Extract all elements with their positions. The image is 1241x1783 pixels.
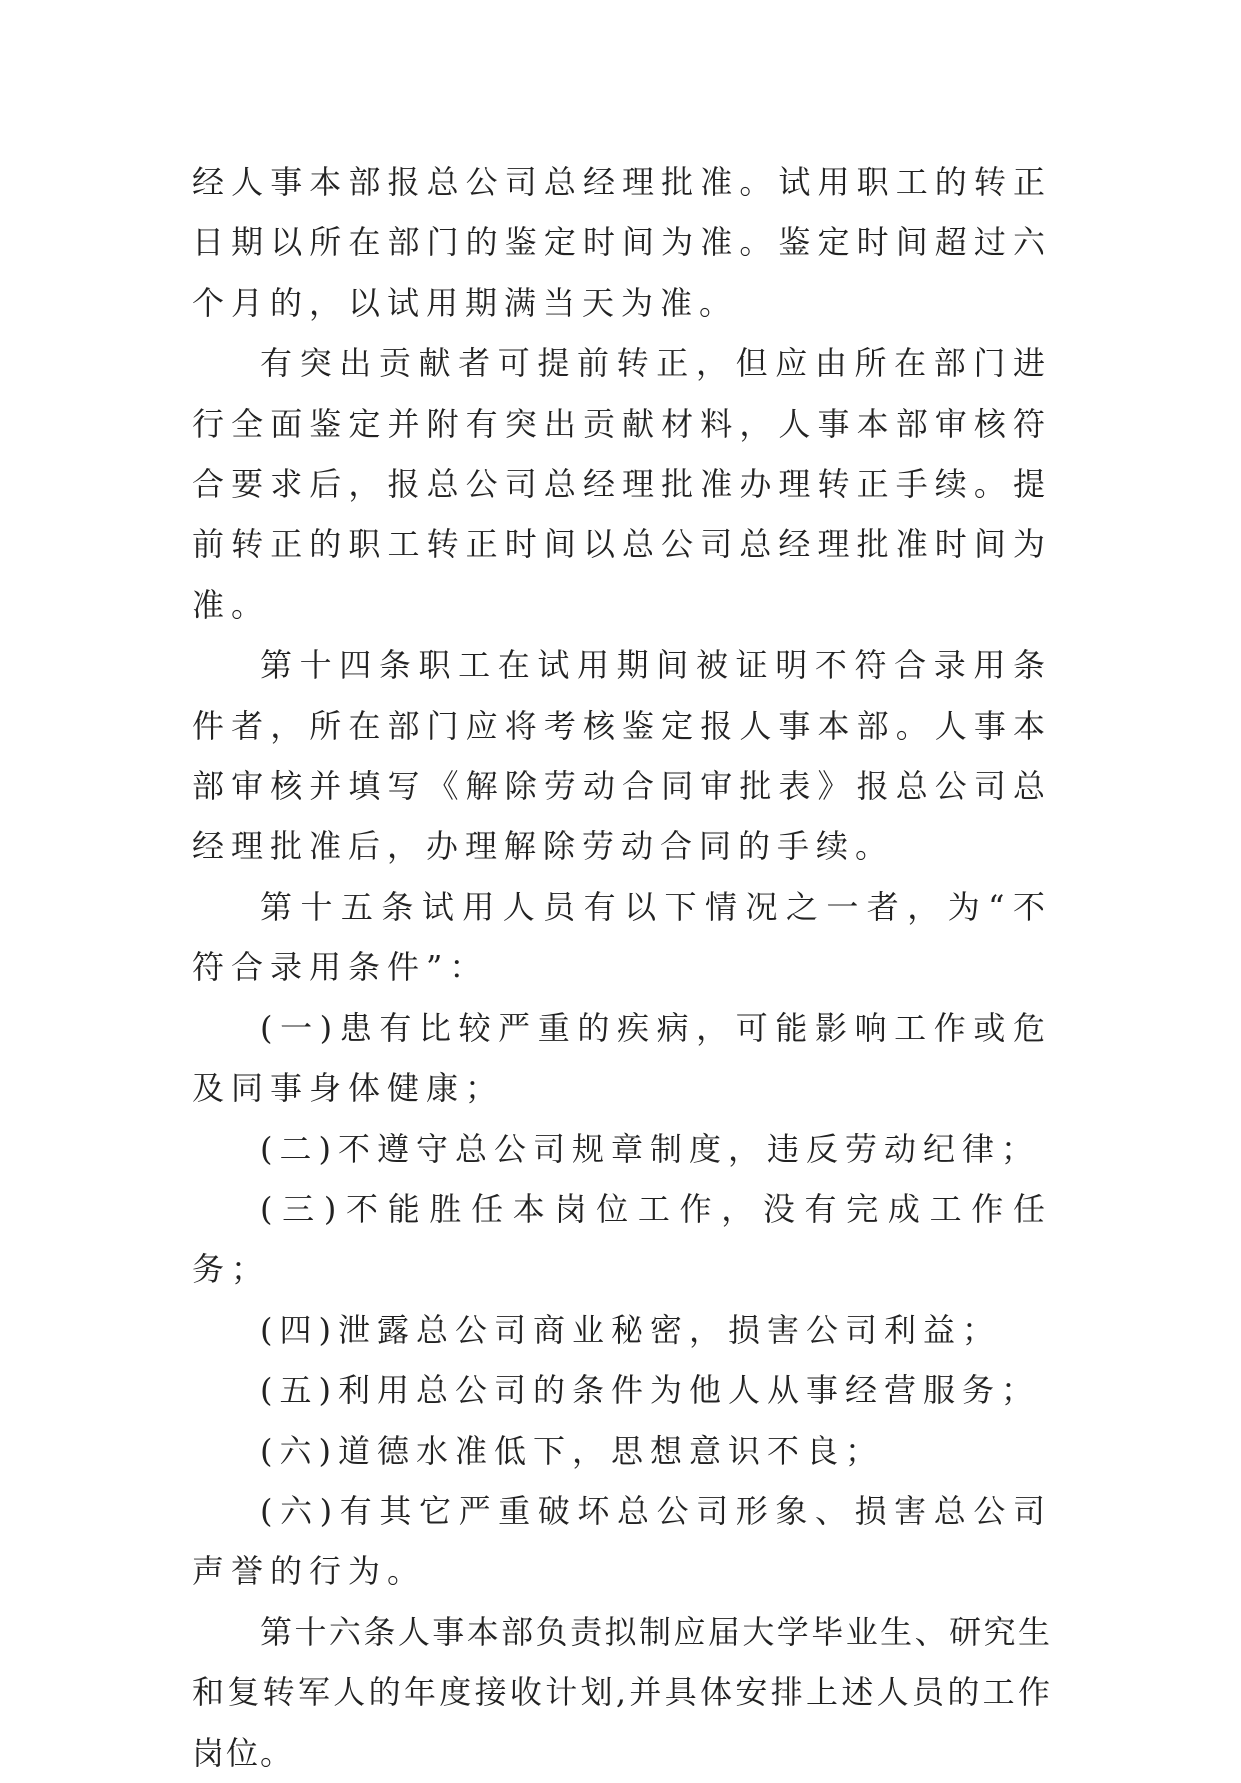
list-item-7: (六)有其它严重破坏总公司形象、损害总公司声誉的行为。 — [192, 1491, 1052, 1591]
paragraph-article-16: 第十六条人事本部负责拟制应届大学毕业生、研究生和复转军人的年度接收计划,并具体安排上述人员的工作岗位。 — [192, 1612, 1052, 1772]
paragraph-article-14: 第十四条职工在试用期间被证明不符合录用条件者，所在部门应将考核鉴定报人事本部。人事本部审核并填写《解除劳动合同审批表》报总公司总经理批准后，办理解除劳动合同的手续。 — [192, 646, 1052, 866]
list-item-2: (二)不遵守总公司规章制度，违反劳动纪律； — [260, 1129, 1040, 1168]
paragraph-continuation: 经人事本部报总公司总经理批准。试用职工的转正日期以所在部门的鉴定时间为准。鉴定时间超过六个月的，以试用期满当天为准。 — [192, 163, 1052, 322]
paragraph-article-15: 第十五条试用人员有以下情况之一者，为“不符合录用条件”： — [192, 887, 1052, 987]
list-item-5: (五)利用总公司的条件为他人从事经营服务； — [260, 1371, 1040, 1410]
list-item-3: (三)不能胜任本岗位工作，没有完成工作任务； — [192, 1189, 1052, 1289]
paragraph-early-confirmation: 有突出贡献者可提前转正，但应由所在部门进行全面鉴定并附有突出贡献材料，人事本部审核符合要求后，报总公司总经理批准办理转正手续。提前转正的职工转正时间以总公司总经理批准时间为准。 — [192, 344, 1052, 624]
list-item-4: (四)泄露总公司商业秘密，损害公司利益； — [260, 1310, 1001, 1349]
list-item-6: (六)道德水准低下，思想意识不良； — [260, 1431, 884, 1470]
document-body — [192, 152, 1052, 1783]
list-item-1: (一)患有比较严重的疾病，可能影响工作或危及同事身体健康； — [192, 1008, 1052, 1108]
